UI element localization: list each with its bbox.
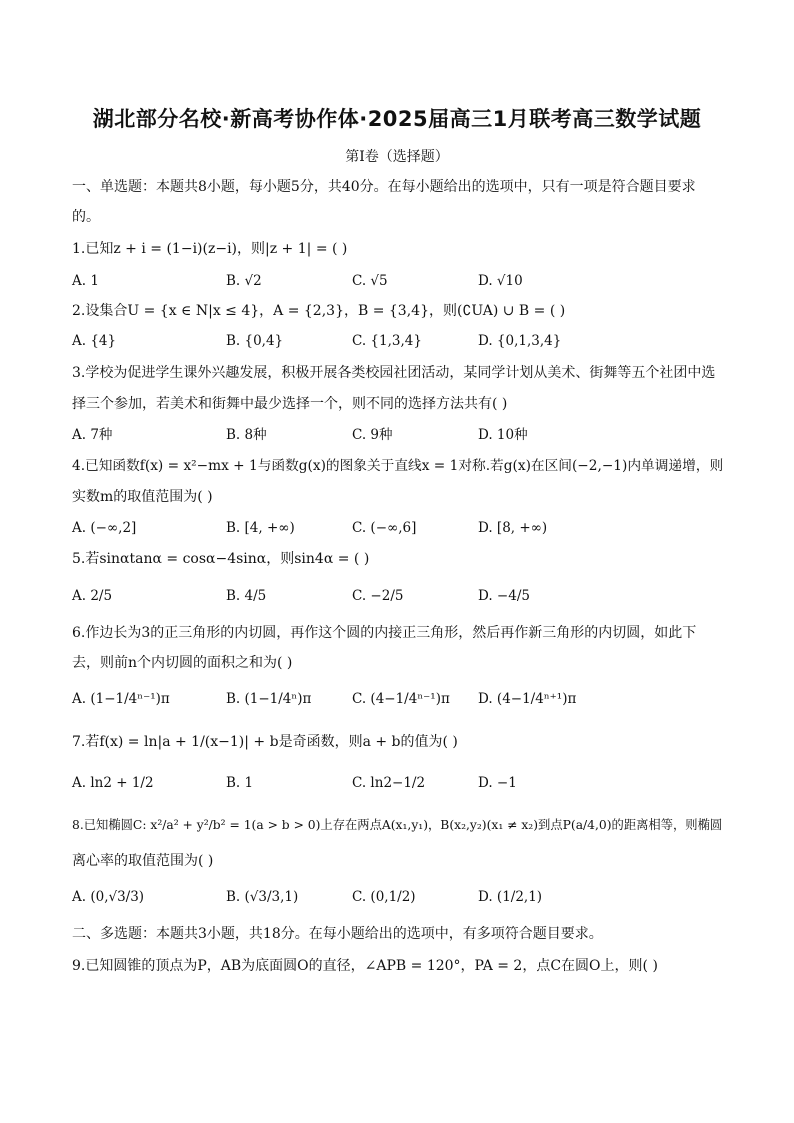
q6-option-b: B. (1−1/4ⁿ)π [226,691,312,707]
q6-option-c: C. (4−1/4ⁿ⁻¹)π [352,691,450,707]
q3-stem-line1: 3.学校为促进学生课外兴趣发展，积极开展各类校园社团活动，某同学计划从美术、街舞等五个社团中选 [72,365,716,381]
q5-option-b: B. 4/5 [226,588,267,604]
q3-option-a: A. 7种 [72,427,113,443]
q7-option-c: C. ln2−1/2 [352,775,426,791]
q1-option-c: C. √5 [352,273,388,289]
q2-option-a: A. {4} [72,333,117,349]
q4-option-b: B. [4, +∞) [226,520,295,536]
q8-option-a: A. (0,√3/3) [72,889,145,905]
q3-option-d: D. 10种 [478,427,528,443]
q4-option-a: A. (−∞,2] [72,520,137,536]
q8-option-b: B. (√3/3,1) [226,889,299,905]
q1-option-a: A. 1 [72,273,99,289]
q3-option-b: B. 8种 [226,427,267,443]
q8-stem-line1: 8.已知椭圆C: x²/a² + y²/b² = 1(a > b > 0)上存在两点A(x₁,y₁)，B(x₂,y₂)(x₁ ≠ x₂)到点P(a/4,0)的距离相等，则椭圆 [72,818,723,832]
q6-stem-line2: 去，则前n个内切圆的面积之和为( ) [72,655,293,671]
q8-stem-line2: 离心率的取值范围为( ) [72,853,214,869]
page-subtitle: 第I卷（选择题） [345,149,449,165]
q5-stem: 5.若sinαtanα = cosα−4sinα，则sin4α = ( ) [72,551,370,567]
q8-option-d: D. (1/2,1) [478,889,543,905]
q6-option-d: D. (4−1/4ⁿ⁺¹)π [478,691,577,707]
q2-option-c: C. {1,3,4} [352,333,422,349]
q4-option-d: D. [8, +∞) [478,520,548,536]
q2-option-d: D. {0,1,3,4} [478,333,562,349]
section1-instruction-line1: 一、单选题：本题共8小题，每小题5分，共40分。在每小题给出的选项中，只有一项是符合题目要求 [72,179,696,195]
section1-instruction-line2: 的。 [72,209,100,225]
q1-option-d: D. √10 [478,273,523,289]
q7-option-d: D. −1 [478,775,517,791]
q4-option-c: C. (−∞,6] [352,520,417,536]
q5-option-d: D. −4/5 [478,588,530,604]
q5-option-c: C. −2/5 [352,588,404,604]
q4-stem-line2: 实数m的取值范围为( ) [72,489,213,505]
q2-option-b: B. {0,4} [226,333,284,349]
q8-option-c: C. (0,1/2) [352,889,416,905]
q1-stem: 1.已知z + i = (1−i)(z−i)，则|z + 1| = ( ) [72,241,348,257]
q7-stem: 7.若f(x) = ln|a + 1/(x−1)| + b是奇函数，则a + b的值为( ) [72,734,458,750]
q6-option-a: A. (1−1/4ⁿ⁻¹)π [72,691,170,707]
q5-option-a: A. 2/5 [72,588,113,604]
q2-stem: 2.设集合U = {x ∈ N|x ≤ 4}，A = {2,3}，B = {3,4}，则(∁UA) ∪ B = ( ) [72,303,566,319]
q7-option-b: B. 1 [226,775,254,791]
q7-option-a: A. ln2 + 1/2 [72,775,154,791]
q1-option-b: B. √2 [226,273,262,289]
q9-stem: 9.已知圆锥的顶点为P，AB为底面圆O的直径，∠APB = 120°，PA = 2，点C在圆O上，则( ) [72,958,658,974]
q3-option-c: C. 9种 [352,427,393,443]
q4-stem-line1: 4.已知函数f(x) = x²−mx + 1与函数g(x)的图象关于直线x = 1对称.若g(x)在区间(−2,−1)内单调递增，则 [72,458,724,474]
q6-stem-line1: 6.作边长为3的正三角形的内切圆，再作这个圆的内接正三角形，然后再作新三角形的内切圆，如此下 [72,625,697,641]
page-title: 湖北部分名校·新高考协作体·2025届高三1月联考高三数学试题 [92,107,702,131]
section2-instruction: 二、多选题：本题共3小题，共18分。在每小题给出的选项中，有多项符合题目要求。 [72,926,603,942]
q3-stem-line2: 择三个参加，若美术和街舞中最少选择一个，则不同的选择方法共有( ) [72,396,508,412]
